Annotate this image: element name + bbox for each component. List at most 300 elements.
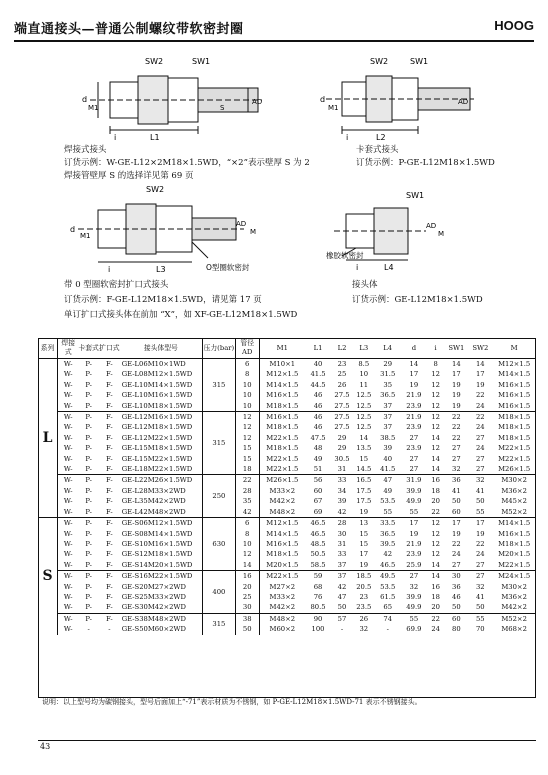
table-cell: 22 <box>235 475 259 486</box>
table-cell: W- <box>58 359 79 370</box>
table-cell: 32 <box>452 465 461 474</box>
table-cell: 55 <box>383 507 393 516</box>
pressure-cell: 315 <box>203 412 236 475</box>
table-cell: 14 <box>427 571 444 582</box>
table-cell: 15 <box>359 539 369 548</box>
ferrule-fitting-drawing <box>318 52 478 142</box>
table-cell: 19 <box>409 380 419 389</box>
ferrule-dim-ad: AD <box>458 98 469 106</box>
table-cell: 49.9 <box>406 497 422 506</box>
table-row <box>38 624 536 634</box>
table-cell: 50 <box>452 497 461 506</box>
table-cell: W- <box>63 582 73 591</box>
flare-seal-label: O型圈软密封 <box>206 263 250 272</box>
table-cell: 58.5 <box>310 560 326 569</box>
table-cell: F- <box>99 613 120 624</box>
table-cell: 42 <box>383 550 393 559</box>
table-row <box>38 529 536 539</box>
table-cell: 41 <box>475 486 485 495</box>
table-cell: 27 <box>452 454 461 463</box>
table-cell: 22 <box>475 391 485 400</box>
table-cell: M52×2 <box>501 507 527 516</box>
table-cell: 56 <box>305 475 331 486</box>
table-cell: M42×2 <box>501 603 527 612</box>
table-cell: 10 <box>235 539 259 549</box>
ferrule-dim-sw1: SW1 <box>410 57 429 66</box>
table-cell: GE-L12M16×1.5WD <box>120 412 203 423</box>
table-cell: P- <box>85 497 92 506</box>
table-cell: 18.5 <box>353 571 375 582</box>
table-cell: GE-L28M33×2WD <box>121 486 186 495</box>
table-cell: 29 <box>337 433 347 442</box>
table-cell: F- <box>99 475 120 486</box>
table-cell: 33 <box>331 475 353 486</box>
table-cell: W- <box>63 433 73 442</box>
table-cell: 19 <box>452 380 461 389</box>
table-cell: 16.5 <box>353 475 375 486</box>
table-cell: 10 <box>235 390 259 400</box>
table-cell: 20 <box>431 497 440 506</box>
table-cell: 51 <box>313 465 323 474</box>
table-cell: 24 <box>431 625 440 634</box>
table-row <box>38 390 536 400</box>
table-cell: 27 <box>475 433 485 442</box>
table-cell: M42×2 <box>259 602 305 613</box>
table-cell: 44.5 <box>310 380 326 389</box>
table-cell: 70 <box>475 625 485 634</box>
flare-dim-d: d <box>70 225 76 234</box>
table-cell: 11 <box>359 380 369 389</box>
table-cell: P- <box>85 529 92 538</box>
table-cell: 35 <box>383 380 393 389</box>
table-cell: M22×1.5 <box>259 433 305 443</box>
table-cell: M14×1.5 <box>492 518 536 529</box>
table-cell: 17 <box>409 370 419 379</box>
page-title: 端直通接头—普通公制螺纹带软密封圈 <box>14 22 244 37</box>
table-row <box>38 613 536 624</box>
ferrule-dim-i: i <box>346 133 349 142</box>
table-cell: 55 <box>409 507 419 516</box>
table-cell: 12 <box>235 422 259 432</box>
table-cell: M22×1.5 <box>259 454 305 464</box>
table-row <box>38 582 536 592</box>
table-row <box>38 549 536 559</box>
table-cell: M22×1.5 <box>259 571 305 582</box>
table-cell: 32 <box>409 582 419 591</box>
table-cell: F- <box>106 497 113 506</box>
table-row <box>38 412 536 423</box>
table-cell: M22×1.5 <box>498 560 531 569</box>
table-cell: GE-L22M26×1.5WD <box>120 475 203 486</box>
table-cell: 14 <box>431 465 440 474</box>
table-cell: M16×1.5 <box>259 539 305 549</box>
table-cell: F- <box>99 571 120 582</box>
table-cell: 50 <box>235 624 259 634</box>
table-cell: 20.5 <box>356 582 372 591</box>
table-cell: M18×1.5 <box>498 423 531 432</box>
table-cell: 57 <box>331 613 353 624</box>
table-header-row <box>38 338 536 359</box>
ferrule-dim-d: d <box>320 95 326 104</box>
table-cell: 12 <box>235 412 259 423</box>
table-cell: 13 <box>353 518 375 529</box>
table-cell: 19 <box>359 560 369 569</box>
table-cell: 12 <box>431 444 440 453</box>
table-cell: 100 <box>311 625 325 634</box>
table-cell: P- <box>78 359 99 370</box>
table-cell: P- <box>85 370 92 379</box>
table-cell: 69 <box>313 507 323 516</box>
header-rule <box>14 40 534 42</box>
table-cell: 32 <box>468 475 492 486</box>
flare-dim-l3: L3 <box>156 265 166 274</box>
table-cell: 39.9 <box>406 592 422 601</box>
table-row <box>38 539 536 549</box>
table-cell: 65 <box>383 603 393 612</box>
weld-dim-s: S <box>220 104 225 112</box>
table-cell: P- <box>85 444 92 453</box>
table-cell: 17 <box>475 370 485 379</box>
table-cell: GE-L15M18×1.5WD <box>121 444 193 453</box>
table-cell: 61.5 <box>380 592 396 601</box>
table-cell: 42 <box>337 507 347 516</box>
flare-dim-i: i <box>108 265 111 274</box>
table-cell: 16 <box>427 475 444 486</box>
table-cell: P- <box>85 582 92 591</box>
table-cell: W- <box>63 465 73 474</box>
table-cell: 39.5 <box>380 539 396 548</box>
table-cell: 36.5 <box>380 529 396 538</box>
table-cell: 26 <box>353 613 375 624</box>
table-cell: M16×1.5 <box>498 529 531 538</box>
table-cell: 25.9 <box>406 560 422 569</box>
table-cell: 12.5 <box>356 423 372 432</box>
table-cell: 24 <box>475 401 485 410</box>
table-cell: M16×1.5 <box>498 391 531 400</box>
table-cell: 22 <box>431 507 440 516</box>
table-cell: 49 <box>383 486 393 495</box>
table-cell: M26×1.5 <box>498 465 531 474</box>
table-cell: W- <box>63 391 73 400</box>
table-cell: F- <box>106 582 113 591</box>
table-cell: 22 <box>452 423 461 432</box>
table-cell: 60 <box>452 507 461 516</box>
table-cell: 17 <box>401 518 427 529</box>
table-cell: 50 <box>452 603 461 612</box>
table-cell: 41 <box>452 486 461 495</box>
flare-order-example: 订货示例：F-GE-L12M18×1.5WD，请见第 17 页 <box>64 295 262 305</box>
page-header <box>14 18 534 38</box>
table-cell: F- <box>99 412 120 423</box>
table-cell: W- <box>63 625 73 634</box>
table-cell: 40 <box>383 454 393 463</box>
th-d: d <box>401 338 427 359</box>
table-cell: 17 <box>452 370 461 379</box>
table-cell: M12×1.5 <box>492 359 536 370</box>
table-cell: M18×1.5 <box>498 539 531 548</box>
table-cell: 26 <box>337 380 347 389</box>
table-cell: F- <box>106 529 113 538</box>
table-cell: 48 <box>313 444 323 453</box>
table-cell: 23 <box>331 359 353 370</box>
table-cell: 31 <box>337 465 347 474</box>
ferrule-dim-l2: L2 <box>376 133 386 142</box>
table-cell: 13.5 <box>356 444 372 453</box>
table-cell: M26×1.5 <box>259 475 305 486</box>
table-cell: 37 <box>337 560 347 569</box>
table-cell: 12 <box>431 370 440 379</box>
table-cell: 53.5 <box>380 582 396 591</box>
flare-note: 单订扩口式接头体在前加 “X”，如 XF-GE-L12M18×1.5WD <box>64 310 298 320</box>
table-cell: 21.9 <box>406 539 422 548</box>
table-cell: P- <box>85 507 92 516</box>
table-cell: 41 <box>475 592 485 601</box>
table-cell: 49.9 <box>406 603 422 612</box>
th-l4: L4 <box>375 338 401 359</box>
table-cell: - <box>386 625 389 634</box>
body-dim-ad: AD <box>426 222 437 230</box>
table-cell: F- <box>106 507 113 516</box>
table-cell: 12 <box>427 412 444 423</box>
pressure-cell: 315 <box>203 613 236 634</box>
table-cell: 27.5 <box>334 423 350 432</box>
th-model: 接头体型号 <box>120 338 203 359</box>
table-cell: 27 <box>475 560 485 569</box>
body-caption: 接头体 <box>352 280 378 290</box>
table-cell: 19 <box>452 529 461 538</box>
table-cell: 39 <box>337 497 347 506</box>
table-cell: 12 <box>431 423 440 432</box>
table-cell: 17 <box>359 550 369 559</box>
table-cell: P- <box>85 433 92 442</box>
table-cell: 20 <box>235 582 259 592</box>
table-cell: F- <box>106 380 113 389</box>
table-cell: GE-L06M10×1WD <box>120 359 203 370</box>
table-cell: 46 <box>313 401 323 410</box>
table-cell: 47.5 <box>310 433 326 442</box>
table-cell: M12×1.5 <box>259 518 305 529</box>
table-cell: 31 <box>337 539 347 548</box>
table-cell: 22 <box>427 613 444 624</box>
table-cell: GE-L12M18×1.5WD <box>121 423 193 432</box>
table-cell: 20 <box>431 603 440 612</box>
table-cell: GE-L12M22×1.5WD <box>121 433 193 442</box>
table-cell: 14 <box>359 433 369 442</box>
table-cell: 27 <box>401 571 427 582</box>
table-cell: 27 <box>452 444 461 453</box>
table-cell: - <box>87 625 90 634</box>
table-cell: 22 <box>475 539 485 548</box>
spec-table <box>38 338 536 635</box>
table-cell: 15 <box>235 443 259 453</box>
table-cell: P- <box>85 560 92 569</box>
table-cell: 47 <box>375 475 401 486</box>
table-cell: F- <box>106 391 113 400</box>
table-cell: M27×2 <box>259 582 305 592</box>
table-cell: M24×1.5 <box>492 571 536 582</box>
table-cell: 37 <box>331 571 353 582</box>
table-cell: GE-L10M14×1.5WD <box>121 380 193 389</box>
table-cell: P- <box>85 465 92 474</box>
table-cell: 17 <box>444 518 468 529</box>
th-sw2: SW2 <box>468 338 492 359</box>
table-row <box>38 443 536 453</box>
table-row <box>38 486 536 496</box>
table-cell: 12 <box>431 529 440 538</box>
table-cell: W- <box>63 592 73 601</box>
table-cell: GE-L35M42×2WD <box>121 497 186 506</box>
table-cell: 46.5 <box>380 560 396 569</box>
flare-dim-sw2: SW2 <box>146 185 165 194</box>
table-cell: 50 <box>337 603 347 612</box>
table-cell: 27 <box>475 465 485 474</box>
table-cell: F- <box>106 401 113 410</box>
body-dim-l4: L4 <box>384 263 394 272</box>
table-cell: 17.5 <box>356 486 372 495</box>
table-cell: 18 <box>431 486 440 495</box>
table-cell: M14×1.5 <box>259 380 305 390</box>
table-cell: 18 <box>431 592 440 601</box>
table-cell: 38 <box>235 613 259 624</box>
th-pressure: 压力(bar) <box>203 338 236 359</box>
table-cell: GE-S50M60×2WD <box>121 625 186 634</box>
table-cell: 49 <box>313 454 323 463</box>
th-sw1: SW1 <box>444 338 468 359</box>
table-cell: M18×1.5 <box>259 549 305 559</box>
table-cell: 30 <box>337 529 347 538</box>
weld-dim-sw2: SW2 <box>145 57 164 66</box>
table-cell: P- <box>85 401 92 410</box>
table-cell: 21.9 <box>401 412 427 423</box>
table-cell: 37 <box>383 423 393 432</box>
table-cell: W- <box>58 571 79 582</box>
table-cell: 23.9 <box>406 444 422 453</box>
table-cell: 30 <box>444 571 468 582</box>
table-cell: 22 <box>452 433 461 442</box>
table-cell: M16×1.5 <box>259 390 305 400</box>
pressure-cell: 315 <box>203 359 236 412</box>
table-cell: 27 <box>452 560 461 569</box>
pressure-cell: 400 <box>203 571 236 614</box>
table-cell: 46 <box>305 412 331 423</box>
table-cell: F- <box>106 539 113 548</box>
table-cell: M48×2 <box>259 507 305 518</box>
flare-caption: 带 0 型圈软密封扩口式接头 <box>64 280 169 290</box>
table-row <box>38 507 536 518</box>
table-row <box>38 401 536 412</box>
table-note: 说明：以上型号均为碳钢接头，型号后面加上“-71”表示材质为不锈钢，如 P-GE-L12M18×1.5WD-71 表示不锈钢接头。 <box>42 698 422 706</box>
weld-order-example: 订货示例：W-GE-L12×2M18×1.5WD，“×2”表示壁厚 S 为 2 <box>64 158 310 168</box>
footer-rule <box>38 740 536 741</box>
table-cell: 37 <box>383 401 393 410</box>
table-cell: W- <box>63 454 73 463</box>
table-cell: W- <box>63 560 73 569</box>
table-cell: GE-S14M20×1.5WD <box>121 560 193 569</box>
table-cell: W- <box>63 550 73 559</box>
table-cell: 60 <box>313 486 323 495</box>
th-m1: M1 <box>259 338 305 359</box>
table-cell: M16×1.5 <box>498 401 531 410</box>
ferrule-caption: 卡套式接头 <box>356 145 399 155</box>
table-row <box>38 464 536 475</box>
table-cell: M14×1.5 <box>498 370 531 379</box>
table-row <box>38 454 536 464</box>
table-cell: M36×2 <box>501 486 527 495</box>
body-dim-m: M <box>438 230 445 238</box>
table-cell: 15 <box>235 454 259 464</box>
table-cell: W- <box>63 380 73 389</box>
table-row <box>38 380 536 390</box>
table-cell: M33×2 <box>259 486 305 496</box>
table-cell: GE-S06M12×1.5WD <box>120 518 203 529</box>
table-cell: 27 <box>409 433 419 442</box>
table-cell: 6 <box>235 359 259 370</box>
table-cell: M45×2 <box>501 497 527 506</box>
table-cell: GE-S10M16×1.5WD <box>121 539 193 548</box>
table-cell: 14 <box>401 359 427 370</box>
table-cell: W- <box>58 613 79 624</box>
table-cell: 38.5 <box>380 433 396 442</box>
table-cell: 19 <box>409 529 419 538</box>
table-cell: W- <box>58 518 79 529</box>
table-cell: 30 <box>235 602 259 613</box>
table-cell: 69.9 <box>406 625 422 634</box>
table-row <box>38 602 536 613</box>
table-cell: F- <box>106 454 113 463</box>
table-cell: 36 <box>444 475 468 486</box>
table-cell: P- <box>85 539 92 548</box>
th-l2: L2 <box>331 338 353 359</box>
table-cell: F- <box>99 518 120 529</box>
table-cell: 30.5 <box>334 454 350 463</box>
table-cell: 12 <box>431 401 440 410</box>
pressure-cell: 250 <box>203 475 236 518</box>
table-cell: 10 <box>235 380 259 390</box>
table-cell: 46 <box>452 592 461 601</box>
th-l3: L3 <box>353 338 375 359</box>
ferrule-order-example: 订货示例：P-GE-L12M18×1.5WD <box>356 158 495 168</box>
table-cell: 29 <box>337 444 347 453</box>
weld-note: 焊接管壁厚 S 的选择详见第 69 页 <box>64 171 194 181</box>
th-i: i <box>427 338 444 359</box>
table-cell: 25 <box>337 370 347 379</box>
table-cell: 60 <box>444 613 468 624</box>
table-cell: P- <box>85 550 92 559</box>
table-cell: 24 <box>475 444 485 453</box>
table-cell: 67 <box>313 497 323 506</box>
table-cell: 50 <box>475 603 485 612</box>
table-cell: F- <box>106 560 113 569</box>
table-row <box>38 359 536 370</box>
table-row <box>38 518 536 529</box>
body-seal-label: 橡胶软密封 <box>326 251 364 260</box>
table-cell: GE-L15M22×1.5WD <box>121 454 193 463</box>
table-cell: 23.9 <box>406 401 422 410</box>
table-cell: 33.5 <box>375 518 401 529</box>
table-cell: 37 <box>375 412 401 423</box>
table-cell: F- <box>106 444 113 453</box>
table-cell: 27 <box>409 454 419 463</box>
table-cell: 14 <box>235 560 259 571</box>
table-cell: W- <box>63 486 73 495</box>
table-cell: 10 <box>235 401 259 412</box>
th-l1: L1 <box>305 338 331 359</box>
table-cell: 12 <box>431 391 440 400</box>
table-cell: M18×1.5 <box>498 433 531 442</box>
flare-dim-m: M <box>250 228 257 236</box>
table-cell: M18×1.5 <box>259 401 305 412</box>
table-cell: GE-S08M14×1.5WD <box>121 529 193 538</box>
